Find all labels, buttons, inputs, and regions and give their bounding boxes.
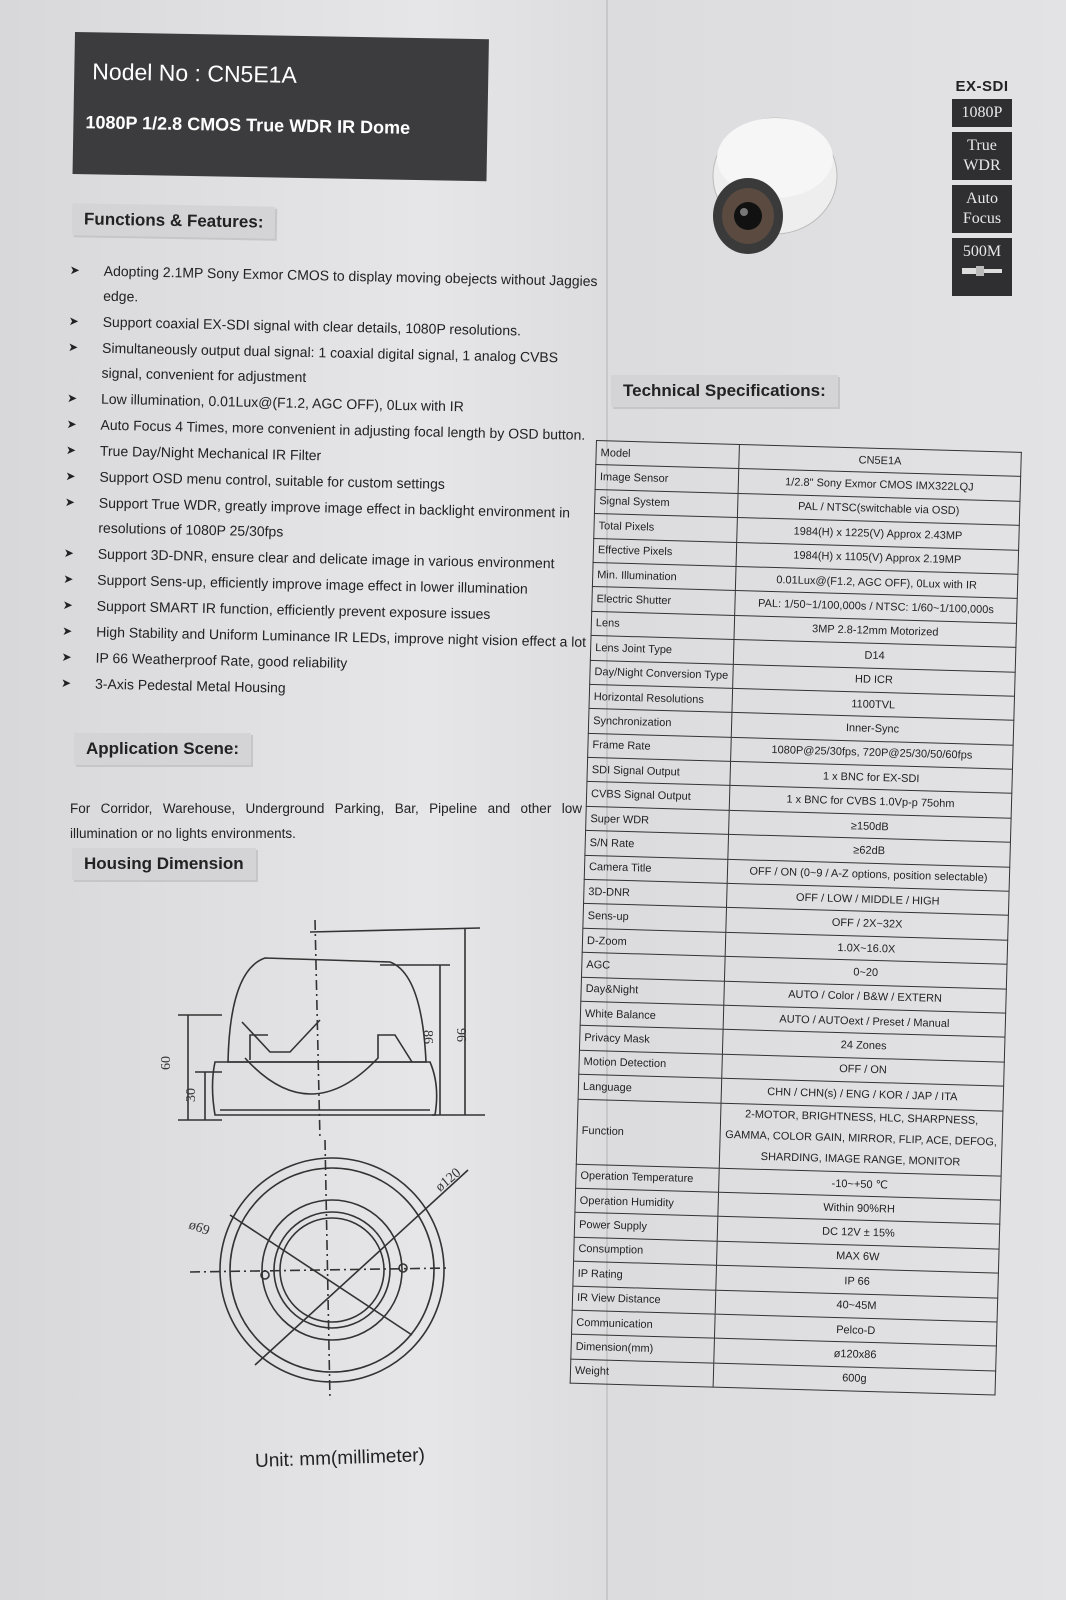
bullet-arrow-icon: ➤	[67, 339, 79, 355]
spec-value: 1.0X~16.0X	[725, 932, 1008, 964]
badge-true-wdr: True WDR	[952, 132, 1012, 180]
spec-key: Super WDR	[586, 806, 730, 834]
spec-value: OFF / ON	[722, 1054, 1005, 1086]
spec-value: CHN / CHN(s) / ENG / KOR / JAP / ITA	[721, 1078, 1004, 1110]
spec-value: 40~45M	[715, 1290, 998, 1322]
spec-value: 1984(H) x 1225(V) Approx 2.43MP	[737, 518, 1020, 550]
housing-dimension-drawing	[150, 910, 510, 1440]
spec-key: CVBS Signal Output	[586, 782, 730, 810]
spec-value: MAX 6W	[717, 1241, 1000, 1273]
dome-window	[245, 1035, 412, 1094]
dome-outline	[242, 1020, 320, 1052]
spec-value: ø120x86	[714, 1338, 997, 1370]
bullet-arrow-icon: ➤	[62, 597, 73, 613]
badge-500m	[952, 238, 1012, 296]
bullet-arrow-icon: ➤	[60, 675, 72, 691]
badge-500m-label: 500M	[962, 243, 1002, 260]
feature-text: Support OSD menu control, suitable for custom settings	[99, 468, 446, 492]
feature-text: IP 66 Weatherproof Rate, good reliability	[95, 649, 348, 671]
application-title: Application Scene:	[74, 733, 251, 765]
spec-value: DC 12V ± 15%	[717, 1217, 1000, 1249]
housing-title: Housing Dimension	[72, 848, 256, 880]
spec-value: 600g	[713, 1363, 996, 1395]
cable-icon	[960, 262, 1004, 280]
dim-96-label: 96	[453, 1028, 468, 1042]
specs-title: Technical Specifications:	[611, 375, 838, 407]
unit-label: Unit: mm(millimeter)	[254, 1445, 426, 1472]
feature-text: Support 3D-DNR, ensure clear and delicate image in various environment	[97, 545, 555, 572]
bullet-arrow-icon: ➤	[61, 649, 72, 665]
spec-value: 24 Zones	[722, 1030, 1005, 1062]
spec-value: 1080P@25/30fps, 720P@25/30/50/60fps	[731, 737, 1014, 769]
spec-value: 1/2.8" Sony Exmor CMOS IMX322LQJ	[738, 469, 1021, 501]
feature-text: Support SMART IR function, efficiently prevent exposure issues	[96, 597, 491, 622]
spec-value: 1100TVL	[732, 688, 1015, 720]
spec-row	[576, 1099, 1003, 1176]
feature-text: High Stability and Uniform Luminance IR LEDs, improve night vision effect a lot	[96, 623, 587, 650]
spec-value: OFF / ON (0~9 / A-Z options, position selectable)	[727, 859, 1010, 891]
spec-key: AGC	[582, 953, 726, 981]
spec-key: Signal System	[594, 489, 738, 517]
spec-key: Power Supply	[574, 1213, 718, 1241]
feature-text: Adopting 2.1MP Sony Exmor CMOS to display moving obejects without Jaggies edge.	[103, 262, 598, 305]
spec-value: Pelco-D	[714, 1314, 997, 1346]
spec-value: HD ICR	[733, 664, 1016, 696]
specs-table-wrap	[570, 440, 1022, 1396]
spec-value: 2-MOTOR, BRIGHTNESS, HLC, SHARPNESS, GAMMA, COLOR GAIN, MIRROR, FLIP, ACE, DEFOG, SHARDING, IMAGE RANGE, MONITOR	[719, 1103, 1003, 1176]
spec-key: SDI Signal Output	[587, 757, 731, 785]
spec-key: Day/Night Conversion Type	[590, 660, 734, 688]
bullet-arrow-icon: ➤	[66, 390, 78, 406]
spec-value: CN5E1A	[739, 445, 1022, 477]
dim-30-label: 30	[184, 1088, 199, 1102]
spec-key: Lens	[591, 611, 735, 639]
housing-base	[213, 1062, 437, 1115]
spec-key: Horizontal Resolutions	[589, 684, 733, 712]
ex-sdi-logo: EX-SDI	[955, 78, 1009, 95]
spec-key: 3D-DNR	[584, 879, 728, 907]
badge-1080p: 1080P	[952, 99, 1012, 127]
spec-key: Effective Pixels	[593, 538, 737, 566]
feature-text: True Day/Night Mechanical IR Filter	[99, 442, 322, 464]
spec-value: IP 66	[716, 1265, 999, 1297]
spec-key: Min. Illumination	[592, 562, 736, 590]
feature-text: Support True WDR, greatly improve image effect in backlight environment in resolutions of 1080P 25/30fps	[98, 494, 571, 540]
feature-text: Low illumination, 0.01Lux@(F1.2, AGC OFF), 0Lux with IR	[100, 390, 464, 415]
spec-key: S/N Rate	[585, 831, 729, 859]
spec-key: Sens-up	[583, 904, 727, 932]
dome-camera-image	[700, 108, 850, 268]
spec-value: ≥150dB	[729, 810, 1012, 842]
badge-auto-focus: Auto Focus	[952, 185, 1012, 233]
functions-title: Functions & Features:	[72, 203, 276, 239]
spec-key: IR View Distance	[572, 1286, 716, 1314]
dim-69-label: ø69	[186, 1217, 212, 1239]
bullet-arrow-icon: ➤	[68, 313, 79, 329]
spec-key: Total Pixels	[594, 514, 738, 542]
dim-60-label: 60	[159, 1056, 174, 1070]
spec-value: OFF / 2X~32X	[726, 908, 1009, 940]
spec-key: Frame Rate	[588, 733, 732, 761]
spec-value: OFF / LOW / MIDDLE / HIGH	[726, 883, 1009, 915]
spec-value: 0~20	[724, 957, 1007, 989]
dome-cap	[228, 958, 426, 1062]
spec-value: 3MP 2.8-12mm Motorized	[734, 615, 1017, 647]
spec-key: Operation Humidity	[575, 1188, 719, 1216]
spec-value: AUTO / Color / B&W / EXTERN	[724, 981, 1007, 1013]
bullet-arrow-icon: ➤	[63, 571, 74, 587]
model-subtitle: 1080P 1/2.8 CMOS True WDR IR Dome	[85, 112, 411, 138]
spec-key: IP Rating	[573, 1261, 717, 1289]
spec-key: Dimension(mm)	[571, 1334, 715, 1362]
spec-value: Inner-Sync	[731, 713, 1014, 745]
dim-120-label: ø120	[432, 1165, 465, 1196]
spec-key: Privacy Mask	[579, 1026, 723, 1054]
spec-key: Consumption	[574, 1237, 718, 1265]
dim-86-label: 86	[420, 1030, 435, 1044]
model-header	[73, 32, 489, 181]
spec-value: 1 x BNC for CVBS 1.0Vp-p 75ohm	[729, 786, 1012, 818]
bullet-arrow-icon: ➤	[65, 442, 77, 458]
spec-value: ≥62dB	[728, 835, 1011, 867]
feature-text: Support coaxial EX-SDI signal with clear details, 1080P resolutions.	[102, 313, 522, 339]
spec-key: Image Sensor	[595, 465, 739, 493]
spec-key: Electric Shutter	[592, 587, 736, 615]
bullet-arrow-icon: ➤	[62, 623, 73, 639]
bullet-arrow-icon: ➤	[63, 545, 75, 561]
spec-key: Motion Detection	[579, 1050, 723, 1078]
model-number: Nodel No : CN5E1A	[92, 58, 298, 88]
features-list	[61, 258, 600, 708]
bullet-arrow-icon: ➤	[64, 494, 76, 510]
bullet-arrow-icon: ➤	[69, 262, 80, 278]
spec-key: Camera Title	[584, 855, 728, 883]
spec-value: PAL / NTSC(switchable via OSD)	[737, 493, 1020, 525]
bullet-arrow-icon: ➤	[65, 468, 76, 484]
application-text: For Corridor, Warehouse, Underground Parking, Bar, Pipeline and other low illumination or no lights environments.	[70, 801, 582, 841]
spec-key: Lens Joint Type	[590, 636, 734, 664]
spec-value: 0.01Lux@(F1.2, AGC OFF), 0Lux with IR	[735, 566, 1018, 598]
spec-key: Synchronization	[588, 709, 732, 737]
feature-badges	[952, 78, 1012, 301]
spec-key: D-Zoom	[582, 928, 726, 956]
spec-value: D14	[733, 640, 1016, 672]
spec-value: 1984(H) x 1105(V) Approx 2.19MP	[736, 542, 1019, 574]
spec-key: Model	[596, 441, 740, 469]
spec-value: Within 90%RH	[718, 1192, 1001, 1224]
specs-table	[570, 440, 1022, 1396]
feature-text: 3-Axis Pedestal Metal Housing	[94, 675, 286, 696]
spec-key: Weight	[570, 1359, 714, 1387]
feature-text: Support Sens-up, efficiently improve image effect in lower illumination	[97, 571, 528, 597]
spec-key: Day&Night	[581, 977, 725, 1005]
bullet-arrow-icon: ➤	[66, 416, 77, 432]
spec-value: 1 x BNC for EX-SDI	[730, 761, 1013, 793]
feature-text: Auto Focus 4 Times, more convenient in adjusting focal length by OSD button.	[100, 416, 586, 443]
spec-key: White Balance	[580, 1001, 724, 1029]
spec-value: -10~+50 ℃	[719, 1168, 1002, 1200]
spec-value: PAL: 1/50~1/100,000s / NTSC: 1/60~1/100,000s	[735, 591, 1018, 623]
spec-key: Operation Temperature	[576, 1164, 720, 1192]
spec-key: Communication	[572, 1310, 716, 1338]
spec-key: Language	[578, 1074, 722, 1102]
spec-value: AUTO / AUTOext / Preset / Manual	[723, 1005, 1006, 1037]
spec-key: Function	[576, 1099, 721, 1168]
feature-text: Simultaneously output dual signal: 1 coaxial digital signal, 1 analog CVBS signal, convenient for adjustment	[101, 339, 559, 385]
